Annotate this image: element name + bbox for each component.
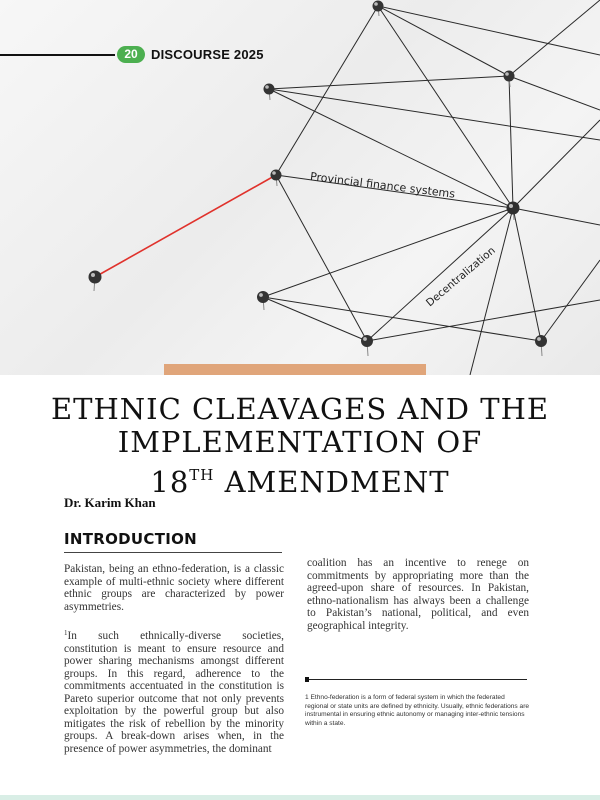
left-column bbox=[64, 563, 284, 769]
paragraph-3: coalition has an incentive to renege on commitments by appropriating more than the agreed-upon share of resources. In Pakistan, ethno-nationalism has always been a challenge to Pakistan’s national, political, and even geographical integrity. bbox=[307, 557, 529, 632]
label-provincial-finance: Provincial finance systems bbox=[309, 170, 456, 201]
header-rule bbox=[0, 54, 115, 56]
title-line-2: IMPLEMENTATION OF bbox=[117, 425, 483, 459]
pin-lower-right bbox=[535, 335, 547, 356]
pin-upper-left bbox=[264, 84, 275, 101]
footnote-divider bbox=[305, 679, 527, 680]
highlight-string bbox=[95, 175, 276, 277]
section-heading: INTRODUCTION bbox=[64, 530, 198, 548]
page-number-badge: 20 bbox=[117, 46, 145, 63]
footnote-divider-mark bbox=[305, 677, 309, 682]
pin-hub bbox=[507, 202, 520, 221]
accent-bar bbox=[164, 364, 426, 375]
label-decentralization: Decentralization bbox=[424, 244, 498, 310]
pin-lower-center bbox=[361, 335, 373, 356]
title-line-3-word: AMENDMENT bbox=[224, 465, 450, 499]
hero-image bbox=[0, 0, 600, 375]
footnote-marker: 1 bbox=[64, 629, 68, 637]
pin-top bbox=[373, 1, 384, 17]
magazine-title: DISCOURSE 2025 bbox=[151, 47, 264, 62]
right-column bbox=[307, 557, 529, 646]
section-heading-rule bbox=[64, 552, 282, 553]
author-byline: Dr. Karim Khan bbox=[64, 495, 156, 510]
bottom-band bbox=[0, 795, 600, 800]
paragraph-1: Pakistan, being an ethno-federation, is a classic example of multi-ethnic society where different ethnic groups are characterized by power asymmetries. bbox=[64, 563, 284, 613]
title-line-1: ETHNIC CLEAVAGES AND THE bbox=[50, 392, 550, 426]
paragraph-2 bbox=[64, 627, 284, 755]
pin-lower-left bbox=[257, 291, 269, 310]
network-illustration bbox=[0, 0, 600, 375]
footnote: 1 Ethno-federation is a form of federal system in which the federated regional or state units are defined by ethnicity. Usually, ethnic federations are instrumental in ensuring ethnic autonomy or managing inter-ethnic tensions within a state. bbox=[305, 694, 530, 727]
title-line-3-number: 18 bbox=[150, 465, 190, 499]
paragraph-2-text: In such ethnically-diverse societies, constitution is meant to ensure resource and power sharing mechanisms amongst different groups. In this regard, adherence to the commitments accentuated in the constitution is Pareto superior outcome that not only prevents exploitation by the powerful group but also mitigates the risk of rebellion by the minority groups. A break-down arises when, in the presence of power asymmetries, the dominant bbox=[64, 630, 284, 755]
article-title bbox=[40, 393, 560, 499]
pin-center bbox=[271, 170, 282, 187]
pin-red-end bbox=[89, 271, 102, 292]
title-ordinal-suffix: TH bbox=[189, 466, 215, 484]
